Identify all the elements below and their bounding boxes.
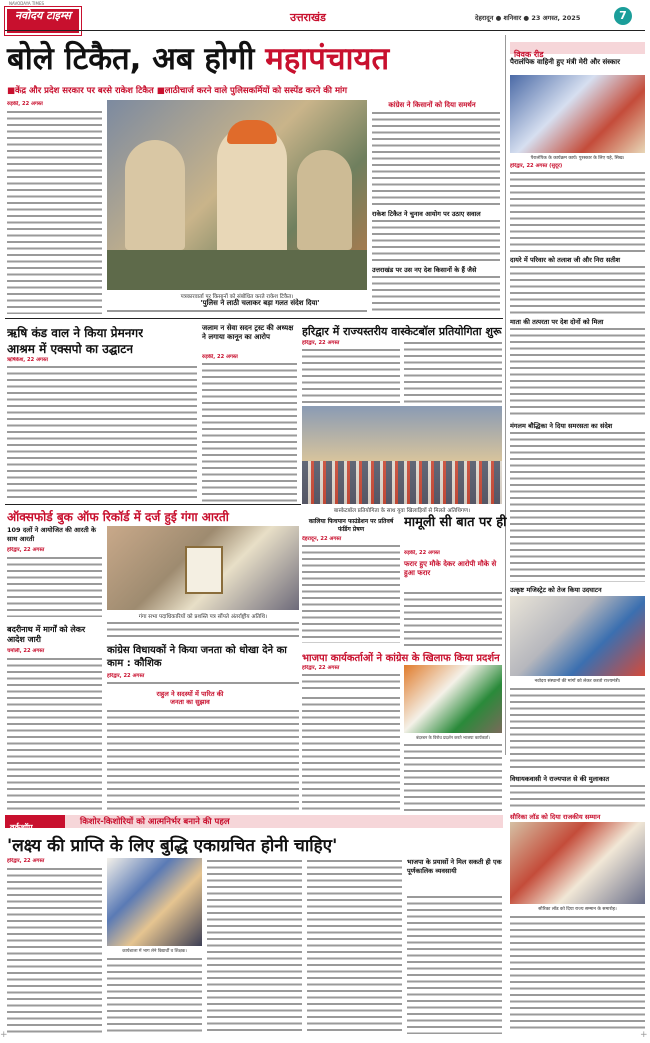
bullet-icon: ■ (156, 86, 165, 96)
bottom-kicker: किशोर-किशोरियों को आत्मनिर्भर बनाने की पहल (80, 817, 230, 827)
bottom-body-1 (7, 866, 102, 1034)
badrinath-body (7, 656, 102, 814)
sidebar-photo2-caption: नवोदय संस्थानों की मांगों को लेकर करतो राज्यमंत्री। (534, 679, 621, 684)
bjp-body-a (302, 672, 400, 692)
sidebar-tag: विवक रीड (510, 42, 645, 54)
cong-mla-headline: कांग्रेस विधायकों ने किया जनता को धोखा देने का काम : कौशिक (107, 645, 287, 669)
bottom-body-4 (307, 858, 402, 1034)
tirthkaran-headline: कालिया फिचपान फाउंडेशन पर प्रतिवर्ष फंडिंग प्रेषण (308, 518, 394, 533)
sidebar-body-1 (510, 170, 645, 252)
haridwar-photo-caption: बास्केटबॉल प्रतियोगिता के साथ युवा खिलाड़ियों से मिलते अतिथिगण। (333, 508, 471, 514)
bottom-body-2 (107, 956, 202, 1034)
crop-mark-icon: + (0, 1030, 8, 1040)
mamuli-headline-1: मामूली सी बात पर ही (404, 515, 507, 530)
haridwar-dateline: हरिद्वार, 22 अगस्त (302, 340, 340, 346)
jalam-dateline: रुड़की, 22 अगस्त (202, 354, 238, 360)
jalam-body (202, 361, 297, 503)
cong-mla-body-b (107, 708, 299, 812)
sidebar-photo3-caption: सौरिका लॉड को दिया राज्य सम्मान के समारोह। (538, 907, 617, 912)
section-title: उत्तराखंड (290, 11, 326, 24)
sidebar-body-2 (510, 264, 645, 314)
bottom-body-3 (207, 858, 302, 1034)
haridwar-headline: हरिद्वार में राज्यस्तरीय वास्केटबॉल प्रतियोगिता शुरू (302, 325, 502, 338)
bjp-dateline: हरिद्वार, 22 अगस्त (302, 665, 340, 671)
oxford-photo-caption: गंगा सभा पदाधिकारियों को प्रशस्ति पत्र सौंपते अंतर्राष्ट्रीय अतिथि। (138, 614, 268, 620)
bjp-photo-caption: बंदरबन के विरोध प्रदर्शन करते भाजपा कार्यकर्ता। (416, 735, 490, 740)
lead-body-bottom (107, 308, 367, 316)
badrinath-dateline: चमोली, 22 अगस्त (7, 648, 45, 654)
lead-bottom-rule (5, 318, 503, 319)
sidebar-body-3 (510, 326, 645, 418)
cong-mla-dateline: हरिद्वार, 22 अगस्त (107, 673, 145, 679)
mamuli-dateline: रुड़की, 22 अगस्त (404, 550, 440, 556)
lead-photo-caption: पत्रकारवार्ता पर किसानों को संबोधित करते राकेश टिकैत। (180, 294, 294, 300)
oxford-sub: 109 दलों ने आयोजित की आरती के साथ आरती (7, 526, 96, 543)
lead-body-col3 (372, 110, 500, 205)
jalam-headline: जलाम न सेवा सदन ट्रस्ट की अध्यक्ष ने लगाया कानून का आरोप (202, 324, 294, 341)
rishikesh-headline-2: आश्रम में एक्सपो का उद्घाटन (7, 342, 133, 356)
bjp-photo (404, 665, 502, 733)
crop-mark-icon: + (640, 1030, 648, 1040)
bjp-headline: भाजपा कार्यकर्ताओं ने कांग्रेस के खिलाफ किया प्रदर्शन (302, 653, 500, 664)
mid-rule-1 (5, 504, 301, 505)
lead-dateline: रुड़की, 22 अगस्त (7, 101, 43, 107)
oxford-dateline: हरिद्वार, 22 अगस्त (7, 547, 45, 553)
bottom-headline: 'लक्ष्य की प्राप्ति के लिए बुद्धि एकाग्रचित होनी चाहिए' (7, 836, 338, 856)
tirthkaran-dateline: देहरादून, 22 अगस्त (302, 536, 342, 542)
bottom-dateline: हरिद्वार, 22 अगस्त (7, 858, 45, 864)
sidebar-photo-3 (510, 822, 645, 904)
mamuli-body (404, 590, 502, 646)
sidebar-h5: उत्कृष्ट मजिस्ट्रेट को तेज किया उदघाटन (510, 586, 602, 594)
lead-body-col1 (7, 109, 102, 314)
lead-photo (107, 100, 367, 290)
sidebar-body-7 (510, 914, 645, 1032)
sidebar-headline: पैरालंपिक वाहिनी हुए मंत्री मेरी और संस्कार (510, 58, 620, 66)
oxford-body-b (107, 620, 299, 640)
sidebar-photo-2 (510, 596, 645, 676)
bullet-icon: ■ (7, 86, 16, 96)
bjp-body-b (302, 695, 400, 812)
lead-body-col3b (372, 218, 500, 262)
lead-headline: बोले टिकैत, अब होगी महापंचायत (7, 41, 390, 77)
brand-subtitle: NAVODAYA TIMES (9, 1, 45, 6)
bottom-side-headline: भाजपा के प्रयासों ने मिल सकती ही एक पूर्णकालिक व्यवसायी (407, 858, 502, 875)
oxford-headline: ऑक्सफोर्ड बुक ऑफ रिकॉर्ड में दर्ज हुई गंगा आरती (7, 510, 229, 524)
sidebar-dateline: हरिद्वार, 22 अगस्त (सुदूर) (510, 163, 563, 169)
lead-subhead-1: कांग्रेस ने किसानों को दिया समर्थन (388, 101, 476, 109)
lead-subhead-2: राकेश टिकैत ने चुनाव आयोग पर उठाए सवाल (372, 210, 481, 218)
lead-pullquote: 'पुलिस ने लाठी चलाकर बड़ा गलत संदेश दिया' (200, 299, 320, 307)
rishikesh-dateline: ऋषिकेश, 22 अगस्त (7, 357, 48, 363)
lead-subhead-3: उत्तराखंड पर उस नए देश किसानों के हैं जैसे (372, 266, 477, 274)
sidebar-photo-caption: पैरालंपिक के कार्यक्रम कार्य। पुरस्कार के लिए यहे, सिख। (530, 156, 625, 161)
bottom-body-5 (407, 894, 502, 1034)
badrinath-headline: बदरीनाथ में मार्गों को लेकर आदेश जारी (7, 625, 86, 644)
bottom-photo (107, 858, 202, 946)
sidebar-photo (510, 75, 645, 153)
oxford-photo (107, 526, 299, 610)
page-number: 7 (614, 7, 632, 25)
dateline-header: देहरादून ● शनिवार ● 23 अगस्त, 2025 (475, 14, 581, 22)
sidebar-body-5 (510, 686, 645, 771)
oxford-body (7, 555, 102, 617)
mamuli-sub: फरार हुए मौके देकर आरोपी मौके से हुआ फरार (404, 560, 497, 577)
sidebar-h3: माता की तत्परता पर देश दोनों को मिला (510, 318, 604, 326)
sidebar-h2: दायरे में परिवार को तलाश जी और निरा सतीश (510, 256, 621, 264)
sidebar-h4: मंगलम बौद्धिका ने दिया समरसता का संदेश (510, 422, 613, 430)
lead-body-col3c (372, 274, 500, 312)
rishikesh-headline-1: ऋषि कंड वाल ने किया प्रेमनगर (7, 326, 144, 340)
haridwar-photo (302, 406, 502, 504)
cong-mla-sub: राहुल ने सदस्यों में पारित की जनता का सुझाव (156, 690, 224, 706)
bjp-body-c (404, 742, 502, 812)
tirthkaran-body (302, 543, 400, 643)
sidebar-body-4 (510, 430, 645, 582)
sidebar-body-6 (510, 783, 645, 809)
haridwar-body-b (404, 340, 502, 403)
col-rule-right (505, 35, 506, 755)
sidebar-h7: सौरिका लॉड को दिया राजकीय सम्मान (510, 813, 601, 821)
rishikesh-body (7, 364, 197, 502)
brand-name: नवोदय टाइम्स (15, 9, 71, 22)
haridwar-body-a (302, 347, 400, 403)
masthead-rule (5, 30, 645, 31)
bottom-tag: वर्कशॉप (5, 815, 65, 828)
bottom-photo-caption: कार्यशाला में भाग लेने विद्यार्थी व शिक्षक। (122, 949, 187, 954)
lead-deck: ■केंद्र और प्रदेश सरकार पर बरसे राकेश टिकैत ■लाठीचार्ज करने वाले पुलिसकर्मियों को सस्पेंड करने की मांग (7, 86, 348, 96)
sidebar-h6: विधायकवासी ने राज्यपाल से की मुलाकात (510, 775, 610, 783)
cong-mla-body-a (107, 680, 299, 688)
